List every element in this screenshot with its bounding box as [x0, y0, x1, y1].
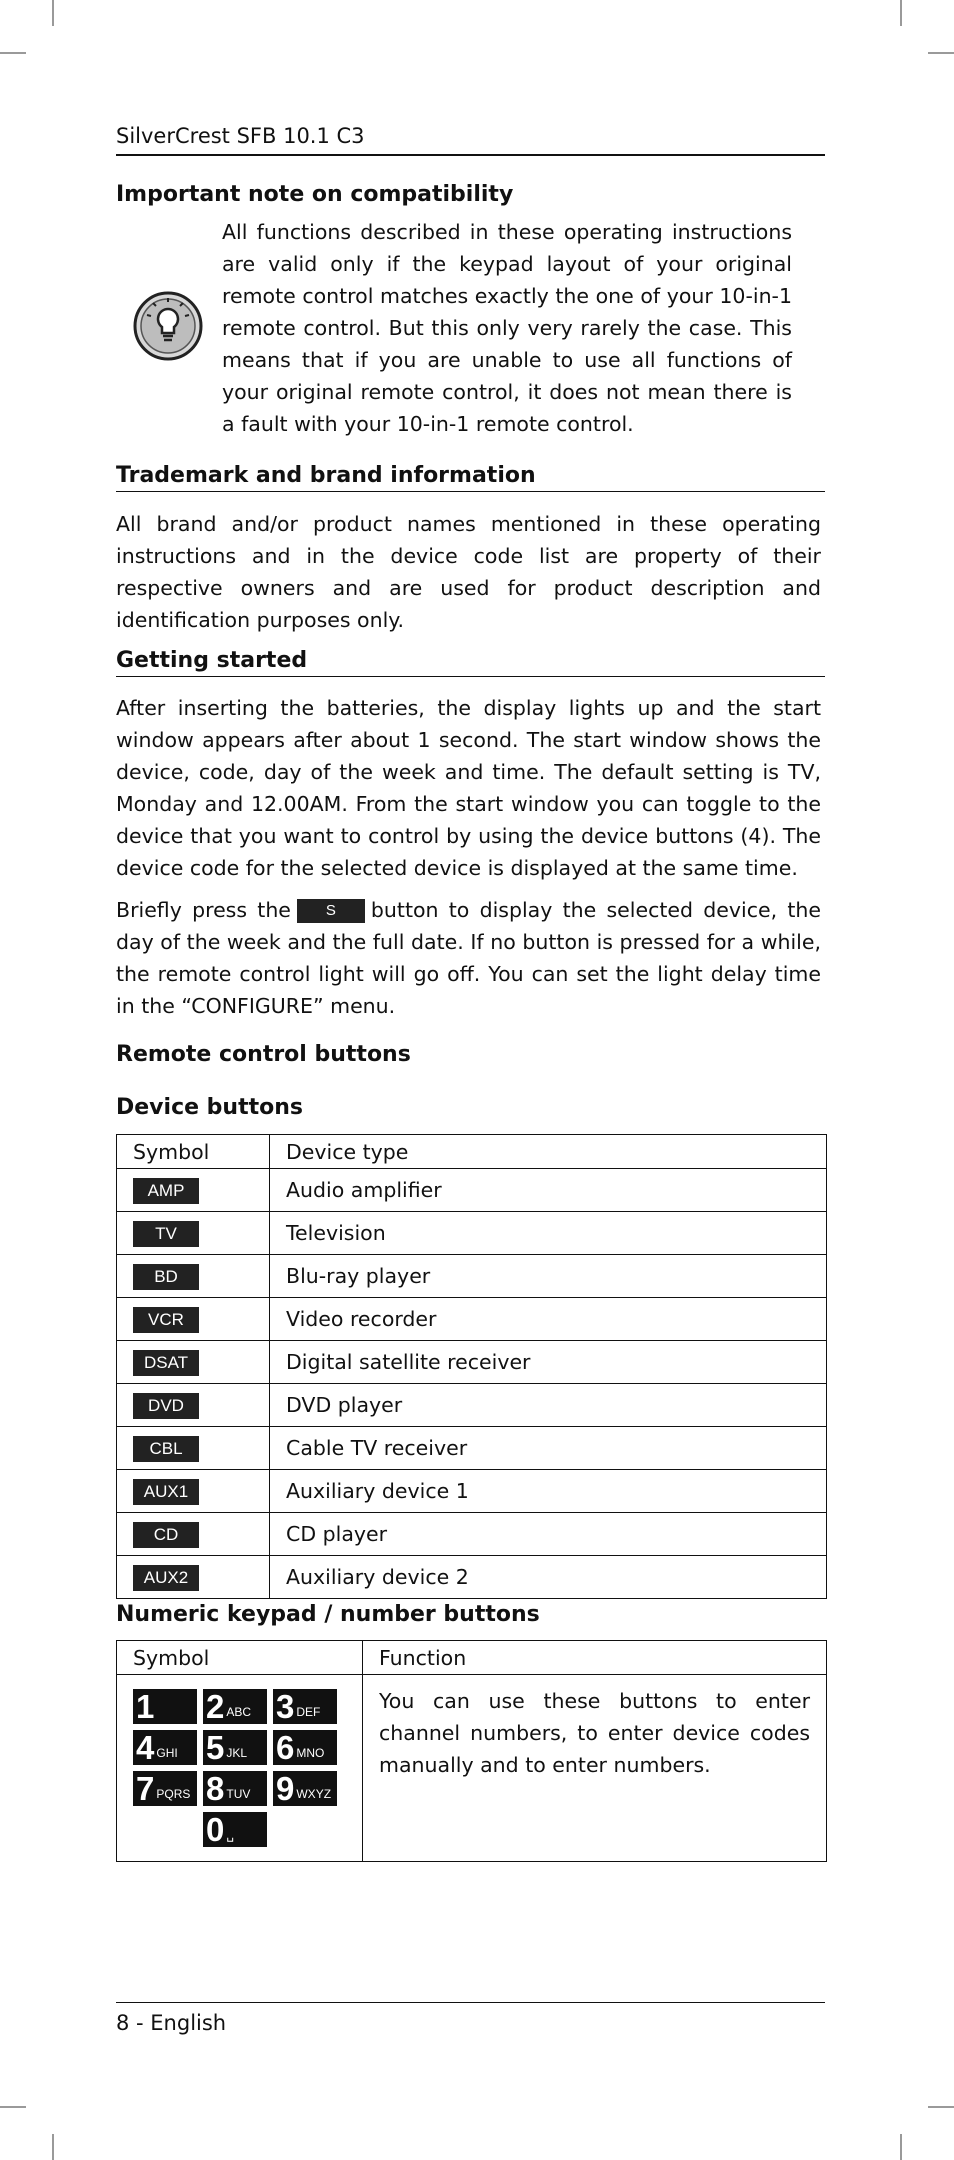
getting-started-paragraph-1: After inserting the batteries, the display lights up and the start window appears after about 1 second. The start window shows the device, code, day of the week and time. The default setting is TV, Monday and 12.00AM. From the start window you can toggle to the device that you want to control by using the device buttons (4). The device code for the selected device is displayed at the same time. [116, 696, 821, 880]
numeric-keypad-heading: Numeric keypad / number buttons [116, 1602, 540, 1627]
number-key-3 [273, 1689, 337, 1724]
device-type-cell: Video recorder [270, 1298, 827, 1341]
symbol-cell [117, 1513, 270, 1556]
table-row [117, 1298, 827, 1341]
table-header-cell: Symbol [117, 1135, 270, 1169]
symbol-cell [117, 1212, 270, 1255]
number-key-4 [133, 1730, 197, 1765]
key-number: 0 [206, 1811, 225, 1848]
device-button-symbol: VCR [133, 1307, 199, 1333]
key-number: 8 [206, 1770, 225, 1807]
paragraph-text: button to display the selected device, the day of the week and the full date. If no button is pressed for a while, the remote control light will go off. You can set the light delay time in the “CONFIGURE” menu. [116, 898, 821, 1018]
table-row [117, 1169, 827, 1212]
number-key-2 [203, 1689, 267, 1724]
getting-started-heading: Getting started [116, 648, 825, 677]
key-number: 3 [276, 1688, 295, 1725]
table-header-cell: Function [363, 1641, 827, 1675]
page-footer: 8 - English [116, 2002, 825, 2035]
symbol-cell [117, 1169, 270, 1212]
page-header: SilverCrest SFB 10.1 C3 [116, 124, 825, 156]
device-button-symbol: DVD [133, 1393, 199, 1419]
numeric-keypad [133, 1689, 346, 1847]
table-row [117, 1384, 827, 1427]
table-row [117, 1513, 827, 1556]
device-button-symbol: CD [133, 1522, 199, 1548]
device-button-symbol: BD [133, 1264, 199, 1290]
table-header-row [117, 1135, 827, 1169]
s-button-symbol: S [297, 899, 365, 923]
key-letters: GHI [156, 1746, 178, 1760]
table-header-cell: Device type [270, 1135, 827, 1169]
symbol-cell [117, 1255, 270, 1298]
device-type-cell: DVD player [270, 1384, 827, 1427]
device-type-cell: Cable TV receiver [270, 1427, 827, 1470]
trademark-heading: Trademark and brand information [116, 463, 825, 492]
device-button-symbol: AUX1 [133, 1479, 199, 1505]
crop-mark [928, 52, 954, 54]
symbol-cell [117, 1341, 270, 1384]
device-type-cell: Digital satellite receiver [270, 1341, 827, 1384]
table-row [117, 1427, 827, 1470]
table-row [117, 1556, 827, 1599]
crop-mark [0, 52, 26, 54]
lightbulb-icon [132, 290, 204, 362]
symbol-cell [117, 1556, 270, 1599]
numeric-keypad-table [116, 1640, 827, 1862]
trademark-text: All brand and/or product names mentioned in these operating instructions and in the device code list are property of their respective owners and are used for product description and identification purposes only. [116, 512, 821, 632]
number-key-9 [273, 1771, 337, 1806]
symbol-cell [117, 1298, 270, 1341]
device-button-symbol: TV [133, 1221, 199, 1247]
key-number: 6 [276, 1729, 295, 1766]
crop-mark [0, 2106, 26, 2108]
key-letters: TUV [226, 1787, 251, 1801]
key-number: 9 [276, 1770, 295, 1807]
key-number: 2 [206, 1688, 225, 1725]
number-key-0 [203, 1812, 267, 1847]
number-key-6 [273, 1730, 337, 1765]
device-type-cell: Television [270, 1212, 827, 1255]
paragraph-text: Briefly press the [116, 898, 291, 922]
number-key-1 [133, 1689, 197, 1724]
remote-buttons-heading: Remote control buttons [116, 1042, 411, 1067]
key-letters: MNO [296, 1746, 325, 1760]
number-key-5 [203, 1730, 267, 1765]
keypad-cell [117, 1675, 363, 1862]
table-header-cell: Symbol [117, 1641, 363, 1675]
table-row [117, 1255, 827, 1298]
key-letters: ␣ [226, 1828, 234, 1842]
device-type-cell: Auxiliary device 1 [270, 1470, 827, 1513]
key-number: 7 [136, 1770, 155, 1807]
table-row [117, 1341, 827, 1384]
device-type-cell: Auxiliary device 2 [270, 1556, 827, 1599]
device-button-symbol: AUX2 [133, 1565, 199, 1591]
table-row [117, 1470, 827, 1513]
crop-mark [52, 0, 54, 26]
number-key-7 [133, 1771, 197, 1806]
crop-mark [52, 2134, 54, 2160]
table-row [117, 1675, 827, 1862]
device-button-symbol: CBL [133, 1436, 199, 1462]
key-number: 5 [206, 1729, 225, 1766]
crop-mark [900, 0, 902, 26]
device-type-cell: Audio amplifier [270, 1169, 827, 1212]
device-type-cell: CD player [270, 1513, 827, 1556]
device-button-symbol: AMP [133, 1178, 199, 1204]
key-letters: ABC [226, 1705, 252, 1719]
compatibility-heading: Important note on compatibility [116, 182, 514, 207]
device-buttons-table [116, 1134, 827, 1599]
device-type-cell: Blu-ray player [270, 1255, 827, 1298]
crop-mark [928, 2106, 954, 2108]
table-header-row [117, 1641, 827, 1675]
symbol-cell [117, 1384, 270, 1427]
getting-started-paragraph-2 [116, 894, 821, 1022]
table-row [117, 1212, 827, 1255]
symbol-cell [117, 1427, 270, 1470]
key-letters: PQRS [156, 1787, 191, 1801]
symbol-cell [117, 1470, 270, 1513]
number-key-8 [203, 1771, 267, 1806]
key-letters: WXYZ [296, 1787, 332, 1801]
key-number: 1 [136, 1688, 155, 1725]
device-buttons-heading: Device buttons [116, 1095, 303, 1120]
compatibility-text: All functions described in these operating instructions are valid only if the keypad layout of your original remote control matches exactly the one of your 10-in-1 remote control. But this only very rarely the case. This means that if you are unable to use all functions of your original remote control, it does not mean there is a fault with your 10-in-1 remote control. [222, 220, 792, 436]
key-letters: JKL [226, 1746, 248, 1760]
crop-mark [900, 2134, 902, 2160]
function-cell: You can use these buttons to enter channel numbers, to enter device codes manually and to enter numbers. [363, 1675, 827, 1862]
key-letters: DEF [296, 1705, 321, 1719]
device-button-symbol: DSAT [133, 1350, 199, 1376]
key-number: 4 [136, 1729, 155, 1766]
